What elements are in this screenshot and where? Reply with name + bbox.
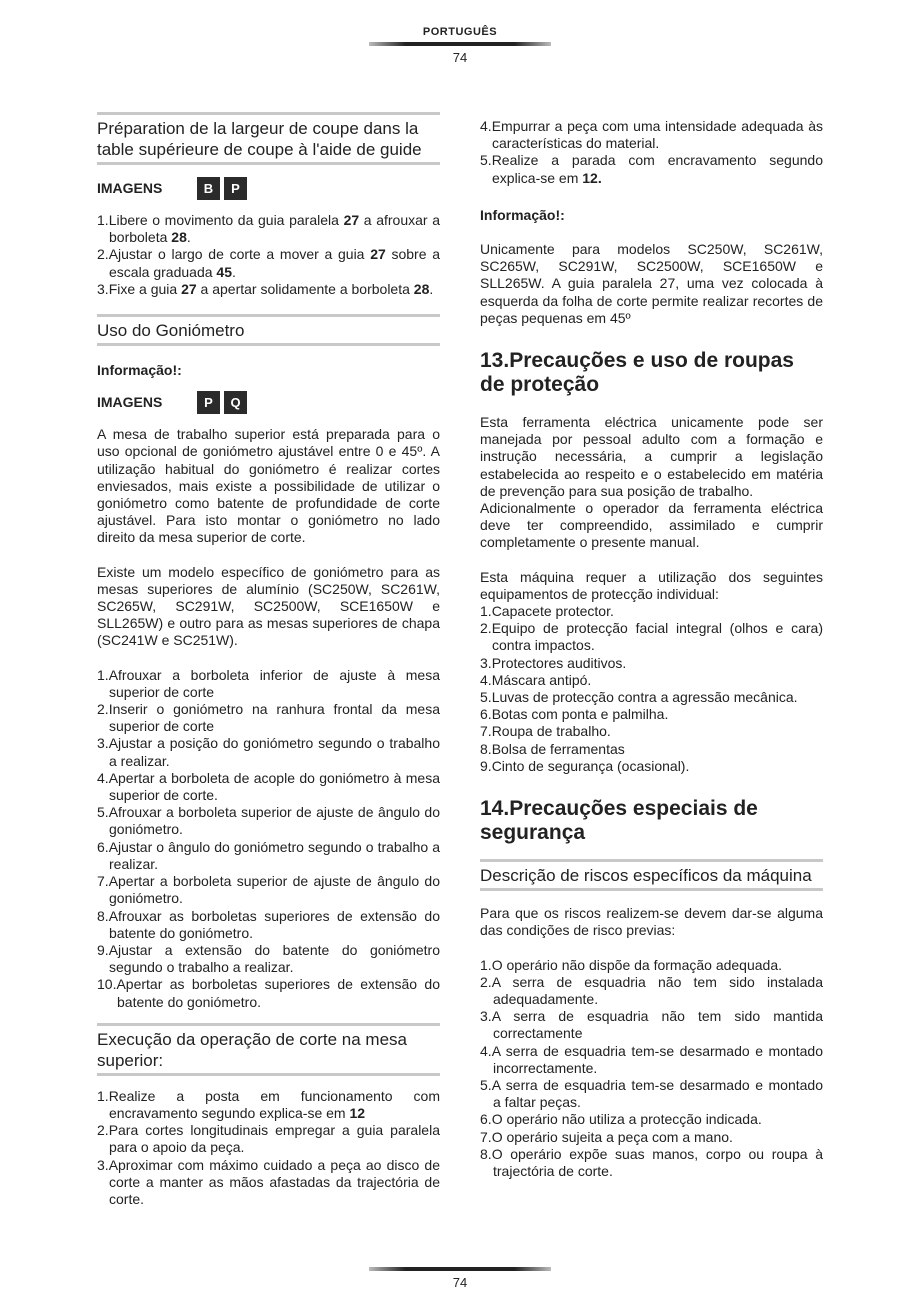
list-item: 9.Ajustar a extensão do batente do goniómetro segundo o trabalho a realizar. [97, 941, 440, 976]
section-heading-14: 14.Precauções especiais de segurança [480, 797, 758, 845]
list-item: 6.Botas com ponta e palmilha. [480, 706, 669, 723]
left-column [97, 112, 440, 1208]
imagens-label: IMAGENS [97, 394, 163, 411]
protection-paragraph-1: Esta ferramenta eléctrica unicamente pode ser manejada por pessoal adulto com a formação e instrução necessária, a cumprir a legislação estabelecida ao respeito e o estabelecido em matéria de prevenção para sua posição de trabalho. [480, 414, 823, 499]
info-label: Informação!: [97, 362, 182, 379]
imagens-row-2 [97, 391, 440, 414]
figure-tag: P [197, 391, 220, 414]
list-item: 1.O operário não dispõe da formação adequada. [480, 956, 783, 973]
list-item: 3.Ajustar a posição do goniómetro segundo o trabalho a realizar. [97, 735, 440, 769]
list-item: 6.Ajustar o ângulo do goniómetro segundo o trabalho a realizar. [97, 838, 440, 872]
list-item: 4.A serra de esquadria tem-se desarmado e montado incorrectamente. [480, 1042, 823, 1076]
list-item: 1.Capacete protector. [480, 603, 614, 620]
list-item: 3.Fixe a guia 27 a apertar solidamente a borboleta 28. [97, 280, 434, 297]
list-item: 7.Apertar a borboleta superior de ajuste de ângulo do goniómetro. [97, 873, 440, 907]
cut-operation-steps-continued [480, 118, 823, 187]
header-rule [369, 42, 551, 46]
list-item: 2.A serra de esquadria não tem sido instalada adequadamente. [480, 973, 823, 1007]
list-item: 9.Cinto de segurança (ocasional). [480, 757, 690, 774]
info-label: Informação!: [480, 206, 565, 223]
list-item: 4.Empurrar a peça com uma intensidade adequada às características do material. [480, 118, 823, 152]
right-column [480, 118, 823, 1180]
list-item: 1.Realize a posta em funcionamento com encravamento segundo explica-se em 12 [97, 1087, 440, 1121]
list-item: 10.Apertar as borboletas superiores de extensão do batente do goniómetro. [97, 976, 440, 1010]
goniometer-paragraph-2: Existe um modelo específico de goniómetro para as mesas superiores de alumínio (SC250W, SC261W, SC265W, SC291W, SC2500W, SCE1650W e SLL265W) e outro para as mesas superiores de chapa (SC241W e SC251W). [97, 563, 440, 649]
list-item: 2.Inserir o goniómetro na ranhura frontal da mesa superior de corte [97, 701, 440, 735]
list-item: 1.Libere o movimento da guia paralela 27 a afrouxar a borboleta 28. [97, 212, 440, 246]
list-item: 2.Equipo de protecção facial integral (olhos e cara) contra impactos. [480, 620, 823, 654]
list-item: 2.Ajustar o largo de corte a mover a guia 27 sobre a escala graduada 45. [97, 246, 440, 280]
list-item: 8.Afrouxar as borboletas superiores de extensão do batente do goniómetro. [97, 907, 440, 941]
section-title-cut-operation: Execução da operação de corte na mesa superior: [97, 1023, 440, 1076]
list-item: 5.Afrouxar a borboleta superior de ajuste de ângulo do goniómetro. [97, 804, 440, 838]
cut-operation-steps [97, 1088, 440, 1208]
list-item: 5.Luvas de protecção contra a agressão mecânica. [480, 689, 798, 706]
footer-rule [369, 1267, 551, 1271]
protection-paragraph-2: Adicionalmente o operador da ferramenta eléctrica deve ter compreendido, assimilado e cumprir completamente o presente manual. [480, 500, 823, 551]
info-paragraph: Unicamente para modelos SC250W, SC261W, SC265W, SC291W, SC2500W, SCE1650W e SLL265W. A guia paralela 27, uma vez colocada à esquerda da folha de corte permite realizar recortes de peças pequenas em 45º [480, 241, 823, 326]
risk-conditions-list [480, 957, 823, 1181]
list-item: 3.Aproximar com máximo cuidado a peça ao disco de corte a manter as mãos afastadas da trajectória de corte. [97, 1156, 440, 1207]
list-item: 5.Realize a parada com encravamento segundo explica-se em 12. [480, 152, 823, 186]
section-title-risks: Descrição de riscos específicos da máquina [480, 859, 823, 891]
protection-paragraph-3: Esta máquina requer a utilização dos seguintes equipamentos de protecção individual: [480, 568, 823, 602]
protection-equipment-list [480, 603, 823, 775]
risks-intro: Para que os riscos realizem-se devem dar-se alguma das condições de risco previas: [480, 905, 823, 939]
list-item: 2.Para cortes longitudinais empregar a guia paralela para o apoio da peça. [97, 1122, 440, 1156]
section-title-goniometer: Uso do Goniómetro [97, 314, 440, 346]
list-item: 8.Bolsa de ferramentas [480, 740, 625, 757]
list-item: 5.A serra de esquadria tem-se desarmado e montado a faltar peças. [480, 1076, 823, 1111]
page-number-top: 74 [452, 50, 468, 65]
list-item: 8.O operário expõe suas manos, corpo ou roupa à trajectória de corte. [480, 1145, 823, 1179]
page-number-bottom: 74 [452, 1275, 468, 1290]
figure-tag: P [224, 177, 247, 200]
list-item: 4.Máscara antipó. [480, 671, 592, 688]
list-item: 7.O operário sujeita a peça com a mano. [480, 1128, 733, 1145]
list-item: 7.Roupa de trabalho. [480, 723, 611, 740]
section-title-guide: Préparation de la largeur de coupe dans la table supérieure de coupe à l'aide de guide [97, 112, 440, 165]
header-language: PORTUGUÊS [422, 26, 498, 38]
list-item: 6.O operário não utiliza a protecção indicada. [480, 1111, 762, 1128]
imagens-row-1 [97, 177, 440, 200]
guide-steps [97, 212, 440, 298]
section-heading-13: 13.Precauções e uso de roupas de proteção [480, 349, 794, 397]
goniometer-paragraph-1: A mesa de trabalho superior está preparada para o uso opcional de goniómetro ajustável entre 0 e 45º. A utilização habitual do goniómetro é realizar cortes enviesados, mais existe a possibilidade de utilizar o goniómetro como batente de profundidade de corte ajustável. Para isto montar o goniómetro no lado direito da mesa superior de corte. [97, 426, 440, 546]
list-item: 3.Protectores auditivos. [480, 654, 627, 671]
figure-tag: B [197, 177, 220, 200]
figure-tag: Q [224, 391, 247, 414]
imagens-label: IMAGENS [97, 179, 163, 196]
list-item: 4.Apertar a borboleta de acople do goniómetro à mesa superior de corte. [97, 769, 440, 804]
list-item: 1.Afrouxar a borboleta inferior de ajuste à mesa superior de corte [97, 666, 440, 700]
goniometer-steps [97, 667, 440, 1011]
list-item: 3.A serra de esquadria não tem sido mantida correctamente [480, 1008, 823, 1042]
